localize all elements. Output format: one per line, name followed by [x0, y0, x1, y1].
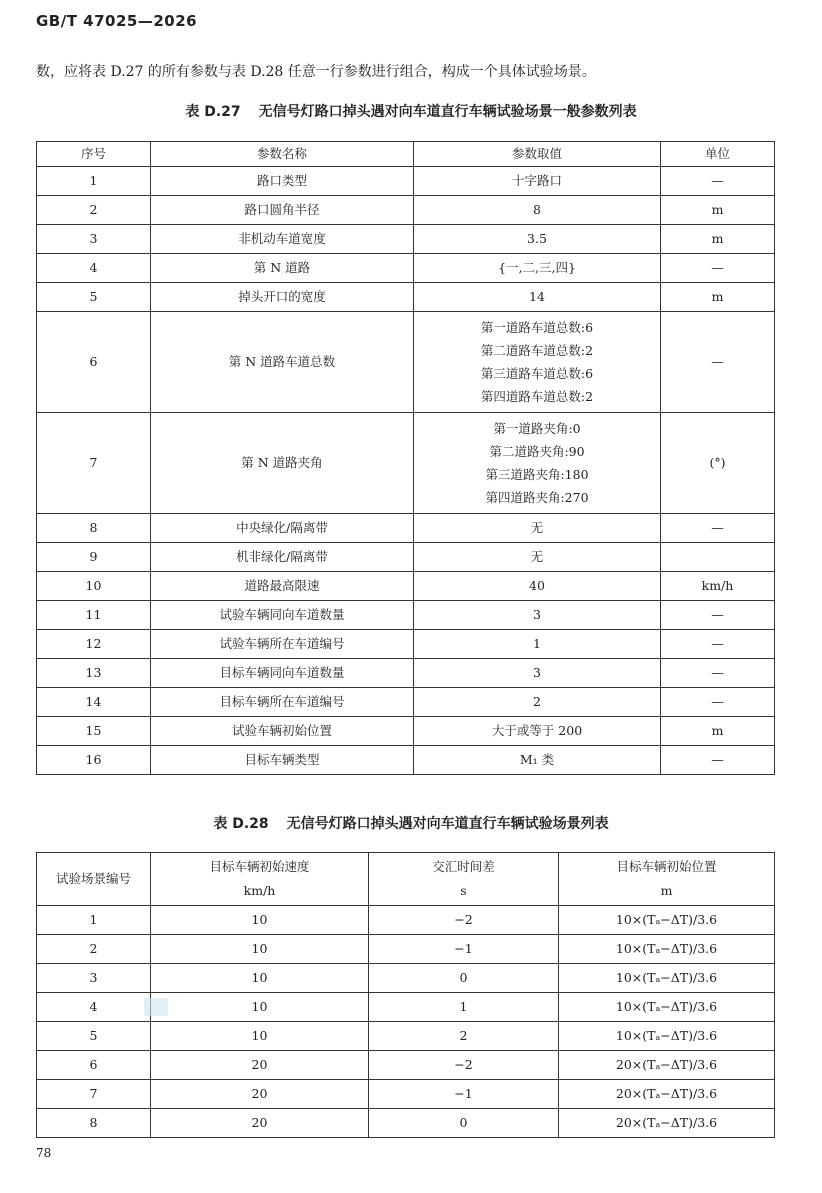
parameter-value: [414, 688, 661, 717]
value-line: 8: [533, 202, 541, 217]
row-number: 13: [37, 659, 151, 688]
row-number: 4: [37, 254, 151, 283]
value-line: 第一道路夹角:0: [493, 421, 581, 436]
parameter-value: [414, 413, 661, 514]
parameter-name: 目标车辆所在车道编号: [151, 688, 414, 717]
parameter-value: [414, 196, 661, 225]
table-row: [37, 601, 775, 630]
value-line: 3: [533, 665, 541, 680]
page-number: 78: [36, 1146, 52, 1160]
row-number: 16: [37, 746, 151, 775]
table-d28-title: 无信号灯路口掉头遇对向车道直行车辆试验场景列表: [286, 816, 609, 832]
scenario-id: 6: [37, 1051, 151, 1080]
row-number: 2: [37, 196, 151, 225]
parameter-unit: —: [661, 254, 775, 283]
row-number: 9: [37, 543, 151, 572]
header-unit: km/h: [243, 883, 276, 898]
value-line: 第一道路车道总数:6: [480, 320, 594, 335]
initial-speed: 10: [151, 906, 369, 935]
value-line: 3: [533, 607, 541, 622]
scenario-id: 5: [37, 1022, 151, 1051]
scenario-id: 4: [37, 993, 151, 1022]
row-number: 12: [37, 630, 151, 659]
parameter-value: [414, 167, 661, 196]
header-label: 试验场景编号: [55, 871, 131, 886]
initial-position: 10×(Tₐ−ΔT)/3.6: [559, 964, 775, 993]
parameter-value: [414, 717, 661, 746]
table-d27-number: 表 D.27: [185, 104, 241, 120]
scenario-id: 8: [37, 1109, 151, 1138]
parameter-unit: —: [661, 514, 775, 543]
value-line: {一,二,三,四}: [498, 260, 576, 275]
column-header: 单位: [661, 142, 775, 167]
time-difference: 0: [369, 964, 559, 993]
column-header: 参数名称: [151, 142, 414, 167]
time-difference: −1: [369, 1080, 559, 1109]
parameter-value: [414, 225, 661, 254]
parameter-name: 道路最高限速: [151, 572, 414, 601]
initial-speed: 20: [151, 1051, 369, 1080]
initial-position: 10×(Tₐ−ΔT)/3.6: [559, 993, 775, 1022]
parameter-name: 机非绿化/隔离带: [151, 543, 414, 572]
table-d27-caption: [0, 101, 822, 121]
value-line: 1: [533, 636, 541, 651]
column-header-time-diff: [369, 853, 559, 906]
column-header: 参数取值: [414, 142, 661, 167]
table-d28: [36, 852, 775, 1138]
initial-speed: 20: [151, 1080, 369, 1109]
parameter-unit: —: [661, 601, 775, 630]
parameter-unit: m: [661, 717, 775, 746]
row-number: 6: [37, 312, 151, 413]
value-line: 3.5: [527, 231, 547, 246]
parameter-unit: m: [661, 283, 775, 312]
parameter-name: 第 N 道路车道总数: [151, 312, 414, 413]
initial-speed: 10: [151, 964, 369, 993]
initial-position: 10×(Tₐ−ΔT)/3.6: [559, 1022, 775, 1051]
parameter-name: 目标车辆同向车道数量: [151, 659, 414, 688]
parameter-unit: m: [661, 225, 775, 254]
table-d27: [36, 141, 775, 775]
table-row: [37, 413, 775, 514]
parameter-name: 试验车辆所在车道编号: [151, 630, 414, 659]
initial-speed: 10: [151, 1022, 369, 1051]
table-row: [37, 630, 775, 659]
table-row: [37, 1109, 775, 1138]
parameter-value: [414, 543, 661, 572]
initial-position: 20×(Tₐ−ΔT)/3.6: [559, 1080, 775, 1109]
scenario-id: 7: [37, 1080, 151, 1109]
row-number: 11: [37, 601, 151, 630]
parameter-unit: [661, 543, 775, 572]
table-row: [37, 688, 775, 717]
parameter-name: 第 N 道路: [151, 254, 414, 283]
initial-speed: 10: [151, 993, 369, 1022]
header-unit: s: [460, 883, 467, 898]
value-line: 第四道路车道总数:2: [480, 389, 594, 404]
table-row: [37, 167, 775, 196]
value-line: 十字路口: [511, 173, 562, 188]
initial-speed: 10: [151, 935, 369, 964]
parameter-unit: (°): [661, 413, 775, 514]
parameter-value: [414, 254, 661, 283]
parameter-value: [414, 572, 661, 601]
parameter-name: 第 N 道路夹角: [151, 413, 414, 514]
scenario-id: 2: [37, 935, 151, 964]
parameter-value: [414, 283, 661, 312]
table-row: [37, 254, 775, 283]
column-header: 序号: [37, 142, 151, 167]
table-row: [37, 1080, 775, 1109]
value-line: 40: [529, 578, 545, 593]
header-label: 交汇时间差: [432, 859, 495, 874]
table-row: [37, 964, 775, 993]
initial-speed: 20: [151, 1109, 369, 1138]
time-difference: −2: [369, 1051, 559, 1080]
column-header-scenario-id: [37, 853, 151, 906]
parameter-unit: —: [661, 746, 775, 775]
table-row: [37, 196, 775, 225]
value-line: 14: [529, 289, 545, 304]
value-line: 第三道路车道总数:6: [480, 366, 594, 381]
table-row: [37, 283, 775, 312]
parameter-value: [414, 312, 661, 413]
table-row: [37, 935, 775, 964]
parameter-unit: km/h: [661, 572, 775, 601]
parameter-unit: —: [661, 167, 775, 196]
column-header-speed: [151, 853, 369, 906]
parameter-unit: —: [661, 659, 775, 688]
parameter-unit: m: [661, 196, 775, 225]
value-line: 2: [533, 694, 541, 709]
value-line: 第四道路夹角:270: [485, 490, 589, 505]
scenario-id: 3: [37, 964, 151, 993]
row-number: 14: [37, 688, 151, 717]
table-d28-number: 表 D.28: [213, 816, 269, 832]
table-row: [37, 225, 775, 254]
table-d27-title: 无信号灯路口掉头遇对向车道直行车辆试验场景一般参数列表: [258, 104, 637, 120]
value-line: 大于或等于 200: [491, 723, 583, 738]
time-difference: −1: [369, 935, 559, 964]
table-d28-caption: [0, 813, 822, 833]
value-line: 无: [530, 520, 544, 535]
parameter-value: [414, 630, 661, 659]
table-row: [37, 717, 775, 746]
value-line: 第二道路夹角:90: [489, 444, 585, 459]
parameter-value: [414, 601, 661, 630]
initial-position: 20×(Tₐ−ΔT)/3.6: [559, 1109, 775, 1138]
parameter-name: 路口类型: [151, 167, 414, 196]
initial-position: 20×(Tₐ−ΔT)/3.6: [559, 1051, 775, 1080]
time-difference: 1: [369, 993, 559, 1022]
value-line: M₁ 类: [519, 752, 555, 767]
time-difference: −2: [369, 906, 559, 935]
table-row: [37, 1051, 775, 1080]
scenario-id: 1: [37, 906, 151, 935]
table-row: [37, 514, 775, 543]
parameter-value: [414, 746, 661, 775]
parameter-unit: —: [661, 688, 775, 717]
table-row: [37, 1022, 775, 1051]
row-number: 3: [37, 225, 151, 254]
header-label: 目标车辆初始位置: [616, 859, 717, 874]
row-number: 10: [37, 572, 151, 601]
parameter-name: 掉头开口的宽度: [151, 283, 414, 312]
table-row: [37, 572, 775, 601]
parameter-name: 试验车辆初始位置: [151, 717, 414, 746]
parameter-name: 路口圆角半径: [151, 196, 414, 225]
time-difference: 2: [369, 1022, 559, 1051]
parameter-name: 目标车辆类型: [151, 746, 414, 775]
initial-position: 10×(Tₐ−ΔT)/3.6: [559, 935, 775, 964]
row-number: 15: [37, 717, 151, 746]
header-unit: m: [660, 883, 673, 898]
parameter-value: [414, 514, 661, 543]
initial-position: 10×(Tₐ−ΔT)/3.6: [559, 906, 775, 935]
header-label: 目标车辆初始速度: [209, 859, 310, 874]
table-row: [37, 312, 775, 413]
parameter-unit: —: [661, 630, 775, 659]
standard-number: GB/T 47025—2026: [36, 12, 198, 30]
parameter-name: 中央绿化/隔离带: [151, 514, 414, 543]
parameter-name: 试验车辆同向车道数量: [151, 601, 414, 630]
watermark-stamp: [144, 998, 168, 1016]
row-number: 7: [37, 413, 151, 514]
column-header-position: [559, 853, 775, 906]
row-number: 1: [37, 167, 151, 196]
intro-paragraph: 数，应将表 D.27 的所有参数与表 D.28 任意一行参数进行组合，构成一个具体试验场景。: [36, 64, 596, 80]
parameter-unit: —: [661, 312, 775, 413]
row-number: 8: [37, 514, 151, 543]
table-row: [37, 659, 775, 688]
table-row: [37, 746, 775, 775]
value-line: 第三道路夹角:180: [485, 467, 589, 482]
table-row: [37, 906, 775, 935]
parameter-name: 非机动车道宽度: [151, 225, 414, 254]
time-difference: 0: [369, 1109, 559, 1138]
parameter-value: [414, 659, 661, 688]
value-line: 无: [530, 549, 544, 564]
value-line: 第二道路车道总数:2: [480, 343, 594, 358]
row-number: 5: [37, 283, 151, 312]
table-row: [37, 543, 775, 572]
